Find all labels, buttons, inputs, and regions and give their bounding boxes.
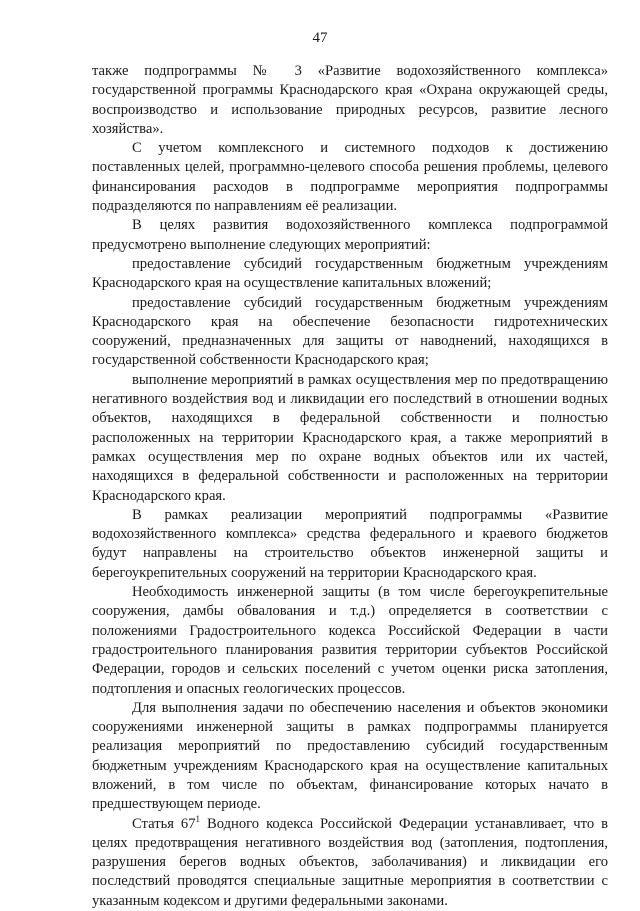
paragraph-task-implementation: Для выполнения задачи по обеспечению населения и объектов экономики сооружениями инженерной защиты в рамках подпрограммы планируется реализация мероприятий по предоставлению субсидий государственным бюджетным учреждениям Краснодарского края на осуществление капитальных вложений, в том числе по объектам, финансирование которых начато в предшествующем периоде. bbox=[92, 699, 608, 813]
page-number: 47 bbox=[312, 30, 328, 46]
paragraph-engineering-protection: Необходимость инженерной защиты (в том числе берегоукрепительные сооружения, дамбы обвалования и т.д.) определяется в соответствии с положениями Градостроительного кодекса Российской Федерации в части градостроительного планирования развития территории субъектов Российской Федерации, городов и сельских поселений с учетом оценки риска затопления, подтопления и опасных геологических процессов. bbox=[92, 584, 608, 697]
paragraph-measures-intro: В целях развития водохозяйственного комплекса подпрограммой предусмотрено выполнение следующих мероприятий: bbox=[92, 217, 608, 253]
list-item-hydro-safety: предоставление субсидий государственным бюджетным учреждениям Краснодарского края на обеспечение безопасности гидротехнических сооружений, предназначенных для защиты от наводнений, находящихся в государственной собственности Краснодарского края; bbox=[92, 294, 608, 369]
paragraph-continuation: также подпрограммы № 3 «Развитие водохозяйственного комплекса» государственной программы Краснодарского края «Охрана окружающей среды, воспроизводство и использование природных ресурсов, развитие лесного хозяйства». bbox=[92, 63, 608, 137]
list-item-capital-investments: предоставление субсидий государственным бюджетным учреждениям Краснодарского края на осуществление капитальных вложений; bbox=[92, 255, 608, 292]
document-body bbox=[92, 62, 608, 911]
paragraph-approach: С учетом комплексного и системного подходов к достижению поставленных целей, программно-целевого способа решения проблемы, целевого финансирования расходов в подпрограмме мероприятия подпрограммы подразделяются по направлениям её реализации. bbox=[92, 140, 608, 215]
paragraph-water-code-article bbox=[92, 815, 608, 911]
paragraph-budget-funds: В рамках реализации мероприятий подпрограммы «Развитие водохозяйственного комплекса» средства федерального и краевого бюджетов будут направлены на строительство объектов инженерной защиты и берегоукрепительных сооружений на территории Краснодарского края. bbox=[92, 506, 608, 581]
article-superscript: 1 bbox=[195, 813, 201, 824]
article-reference: Статья 67 bbox=[132, 815, 196, 832]
article-text: Водного кодекса Российской Федерации устанавливает, что в целях предотвращения негативного воздействия вод (затопления, подтопления, разрушения берегов водных объектов, заболачивания) и ликвидации его последствий проводятся специальные защитные мероприятия в соответствии с указанным кодексом и другими федеральными законами. bbox=[92, 815, 609, 909]
list-item-water-impact-measures: выполнение мероприятий в рамках осуществления мер по предотвращению негативного воздействия вод и ликвидации его последствий в отношении водных объектов, находящихся в федеральной собственности и полностью расположенных на территории Краснодарского края, а также мероприятий в рамках осуществления мер по охране водных объектов или их частей, находящихся в федеральной собственности и расположенных на территории Краснодарского края. bbox=[92, 371, 608, 504]
